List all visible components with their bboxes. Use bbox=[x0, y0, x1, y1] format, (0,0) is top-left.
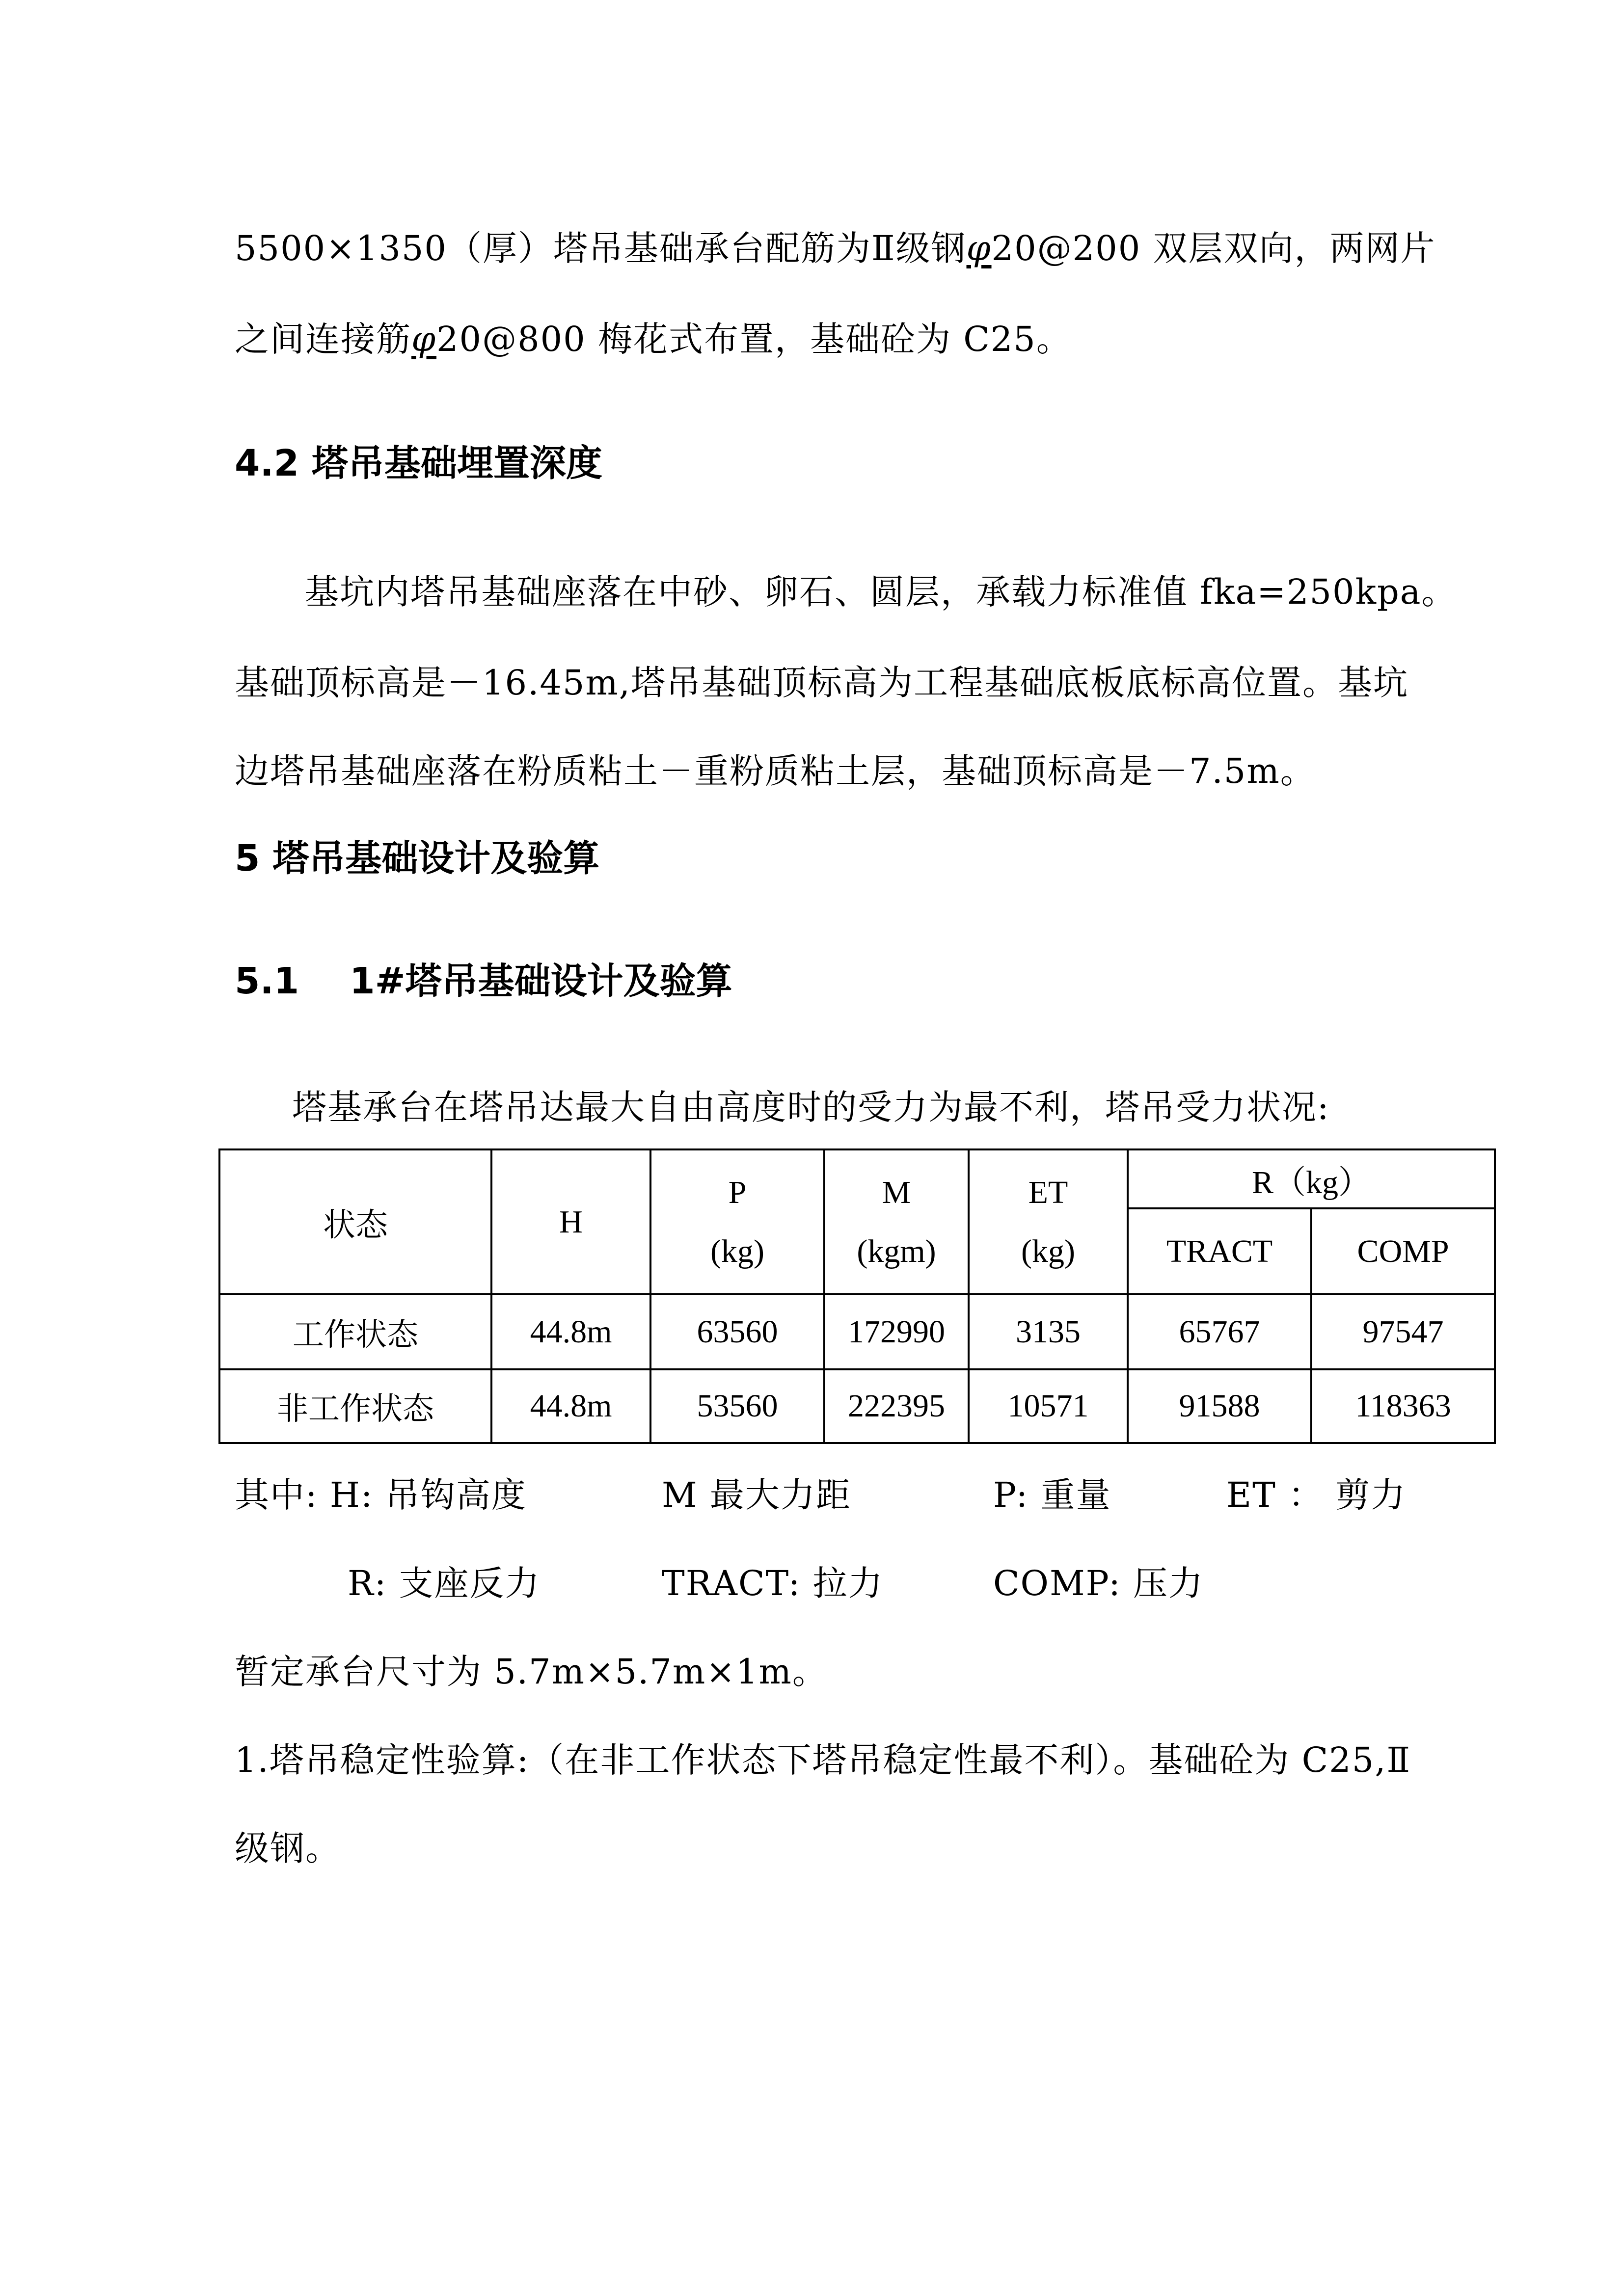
cell-h: 44.8m bbox=[491, 1369, 650, 1443]
tentative-size: 暂定承台尺寸为 5.7m×5.7m×1m。 bbox=[235, 1652, 828, 1692]
phi-symbol: φ bbox=[411, 319, 437, 359]
note-tract: TRACT: 拉力 bbox=[662, 1563, 884, 1603]
header-state: 状态 bbox=[219, 1149, 491, 1294]
table-row bbox=[219, 1294, 1495, 1369]
cell-et: 10571 bbox=[969, 1369, 1128, 1443]
note-comp: COMP: 压力 bbox=[993, 1563, 1204, 1603]
table-intro: 塔基承台在塔吊达最大自由高度时的受力为最不利，塔吊受力状况: bbox=[292, 1087, 1330, 1127]
header-comp: COMP bbox=[1311, 1208, 1495, 1294]
header-m bbox=[824, 1149, 969, 1294]
heading-4-2: 4.2 塔吊基础埋置深度 bbox=[235, 442, 602, 484]
note-line2 bbox=[235, 1556, 1491, 1603]
paragraph-foundation-line1: 基坑内塔吊基础座落在中砂、卵石、圆层，承载力标准值 fka=250kpa。 bbox=[304, 572, 1457, 612]
heading-5: 5 塔吊基础设计及验算 bbox=[235, 837, 600, 880]
note-p: P: 重量 bbox=[993, 1475, 1111, 1515]
header-r: R（kg） bbox=[1128, 1149, 1495, 1208]
note-r: R: 支座反力 bbox=[348, 1563, 541, 1603]
text: 5500×1350（厚）塔吊基础承台配筋为Ⅱ级钢 bbox=[235, 228, 967, 268]
stability-check-line1: 1.塔吊稳定性验算:（在非工作状态下塔吊稳定性最不利）。基础砼为 C25,Ⅱ bbox=[235, 1740, 1411, 1780]
header-et-label: ET bbox=[1028, 1174, 1068, 1210]
header-et bbox=[969, 1149, 1128, 1294]
cell-p: 53560 bbox=[650, 1369, 824, 1443]
note-et: ET ： 剪力 bbox=[1226, 1475, 1407, 1515]
cell-tract: 65767 bbox=[1128, 1294, 1311, 1369]
phi-symbol: φ bbox=[966, 228, 992, 268]
header-p bbox=[650, 1149, 824, 1294]
cell-p: 63560 bbox=[650, 1294, 824, 1369]
header-tract: TRACT bbox=[1128, 1208, 1311, 1294]
header-p-label: P bbox=[728, 1174, 747, 1210]
cell-comp: 97547 bbox=[1311, 1294, 1495, 1369]
header-p-unit: (kg) bbox=[710, 1233, 764, 1269]
header-h: H bbox=[491, 1149, 650, 1294]
paragraph-rebar-line2 bbox=[235, 312, 1072, 361]
header-et-unit: (kg) bbox=[1021, 1233, 1075, 1269]
cell-m: 172990 bbox=[824, 1294, 969, 1369]
cell-comp: 118363 bbox=[1311, 1369, 1495, 1443]
cell-state: 工作状态 bbox=[219, 1294, 491, 1369]
text: 20@200 双层双向，两网片 bbox=[991, 228, 1436, 268]
header-m-unit: (kgm) bbox=[857, 1233, 936, 1269]
cell-m: 222395 bbox=[824, 1369, 969, 1443]
stability-check-line2: 级钢。 bbox=[235, 1828, 341, 1869]
cell-h: 44.8m bbox=[491, 1294, 650, 1369]
paragraph-rebar-line1 bbox=[235, 221, 1435, 270]
crane-load-table bbox=[218, 1148, 1496, 1444]
cell-tract: 91588 bbox=[1128, 1369, 1311, 1443]
table-row bbox=[219, 1369, 1495, 1443]
cell-state: 非工作状态 bbox=[219, 1369, 491, 1443]
note-h: 其中: H: 吊钩高度 bbox=[235, 1475, 527, 1515]
cell-et: 3135 bbox=[969, 1294, 1128, 1369]
text: 之间连接筋 bbox=[235, 319, 411, 359]
note-line1 bbox=[235, 1468, 1491, 1515]
paragraph-foundation-line2: 基础顶标高是－16.45m,塔吊基础顶标高为工程基础底板底标高位置。基坑 bbox=[235, 663, 1409, 703]
header-m-label: M bbox=[882, 1174, 911, 1210]
text: 20@800 梅花式布置，基础砼为 C25。 bbox=[436, 319, 1072, 359]
paragraph-foundation-line3: 边塔吊基础座落在粉质粘土－重粉质粘土层，基础顶标高是－7.5m。 bbox=[235, 751, 1316, 791]
note-m: M 最大力距 bbox=[662, 1475, 851, 1515]
heading-5-1: 5.1 1#塔吊基础设计及验算 bbox=[235, 960, 732, 1002]
